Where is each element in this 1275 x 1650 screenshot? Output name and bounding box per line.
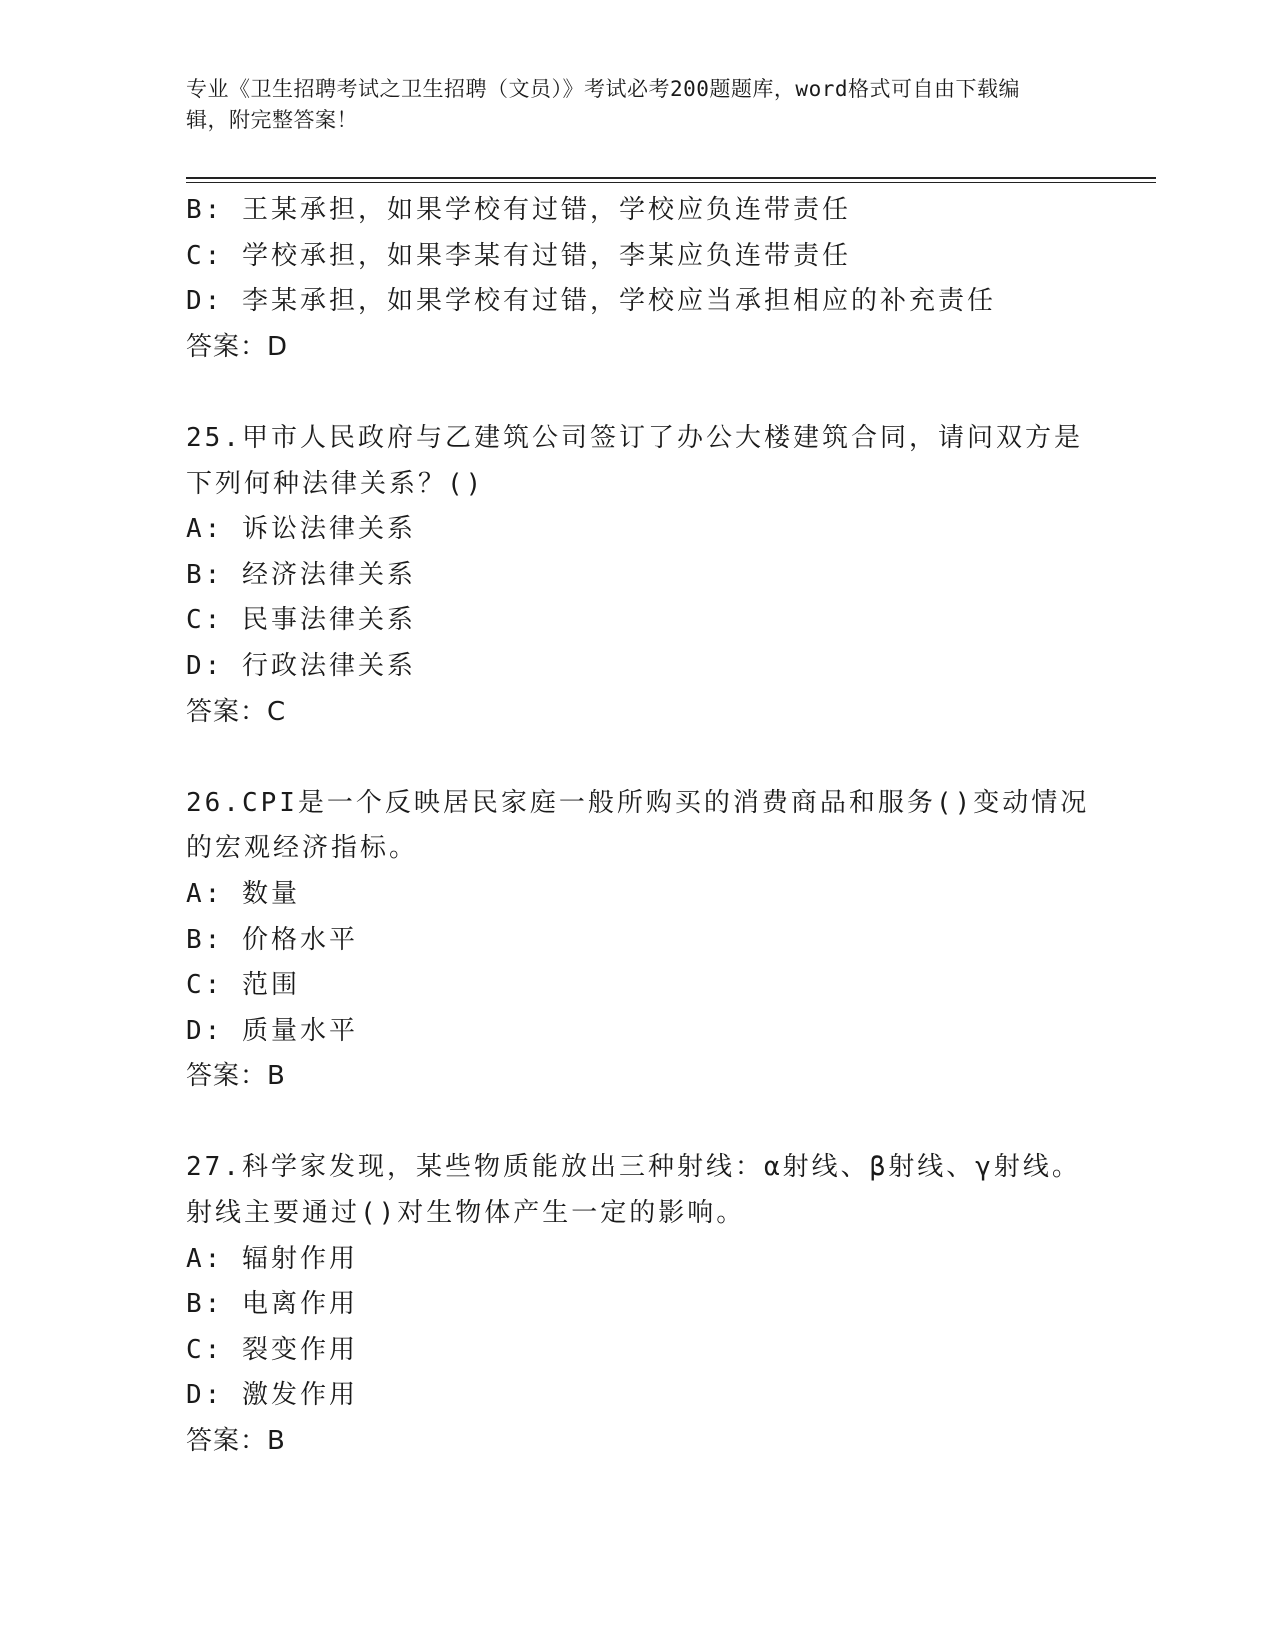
header-divider	[186, 177, 1156, 183]
question-stem: 27.科学家发现，某些物质能放出三种射线：α射线、β射线、γ射线。射线主要通过()对生物体产生一定的影响。	[186, 1152, 1081, 1229]
answer-line: 答案：C	[186, 696, 287, 727]
option-b: B: 王某承担，如果学校有过错，学校应负连带责任	[186, 195, 851, 225]
option-b: B: 经济法律关系	[186, 559, 416, 590]
option-c: C: 裂变作用	[186, 1334, 358, 1365]
divider-thick-line	[186, 177, 1156, 179]
option-c: C: 范围	[186, 970, 300, 1001]
answer-line: 答案：B	[186, 1426, 286, 1457]
option-c: C: 学校承担，如果李某有过错，李某应负连带责任	[186, 240, 851, 271]
option-d: D: 质量水平	[186, 1015, 358, 1046]
question-27	[186, 1145, 1156, 1464]
option-c: C: 民事法律关系	[186, 605, 416, 636]
option-a: A: 辐射作用	[186, 1243, 358, 1274]
question-stem: 25.甲市人民政府与乙建筑公司签订了办公大楼建筑合同，请问双方是下列何种法律关系？()	[186, 422, 1083, 499]
question-list	[186, 188, 1156, 1465]
document-header: 专业《卫生招聘考试之卫生招聘（文员）》考试必考200题题库，word格式可自由下载编辑，附完整答案！	[186, 77, 1020, 132]
option-d: D: 行政法律关系	[186, 650, 416, 681]
answer-line: 答案：D	[186, 331, 289, 362]
question-stem: 26.CPI是一个反映居民家庭一般所购买的消费商品和服务()变动情况的宏观经济指标。	[186, 787, 1090, 864]
question-24-continuation	[186, 188, 1156, 370]
question-25	[186, 416, 1156, 735]
answer-line: 答案：B	[186, 1061, 286, 1092]
option-a: A: 数量	[186, 878, 300, 909]
divider-thin-line	[186, 182, 1156, 183]
option-d: D: 李某承担，如果学校有过错，学校应当承担相应的补充责任	[186, 286, 996, 317]
option-a: A: 诉讼法律关系	[186, 514, 416, 545]
option-d: D: 激发作用	[186, 1380, 358, 1411]
option-b: B: 价格水平	[186, 924, 358, 955]
question-26	[186, 781, 1156, 1100]
option-b: B: 电离作用	[186, 1289, 358, 1320]
